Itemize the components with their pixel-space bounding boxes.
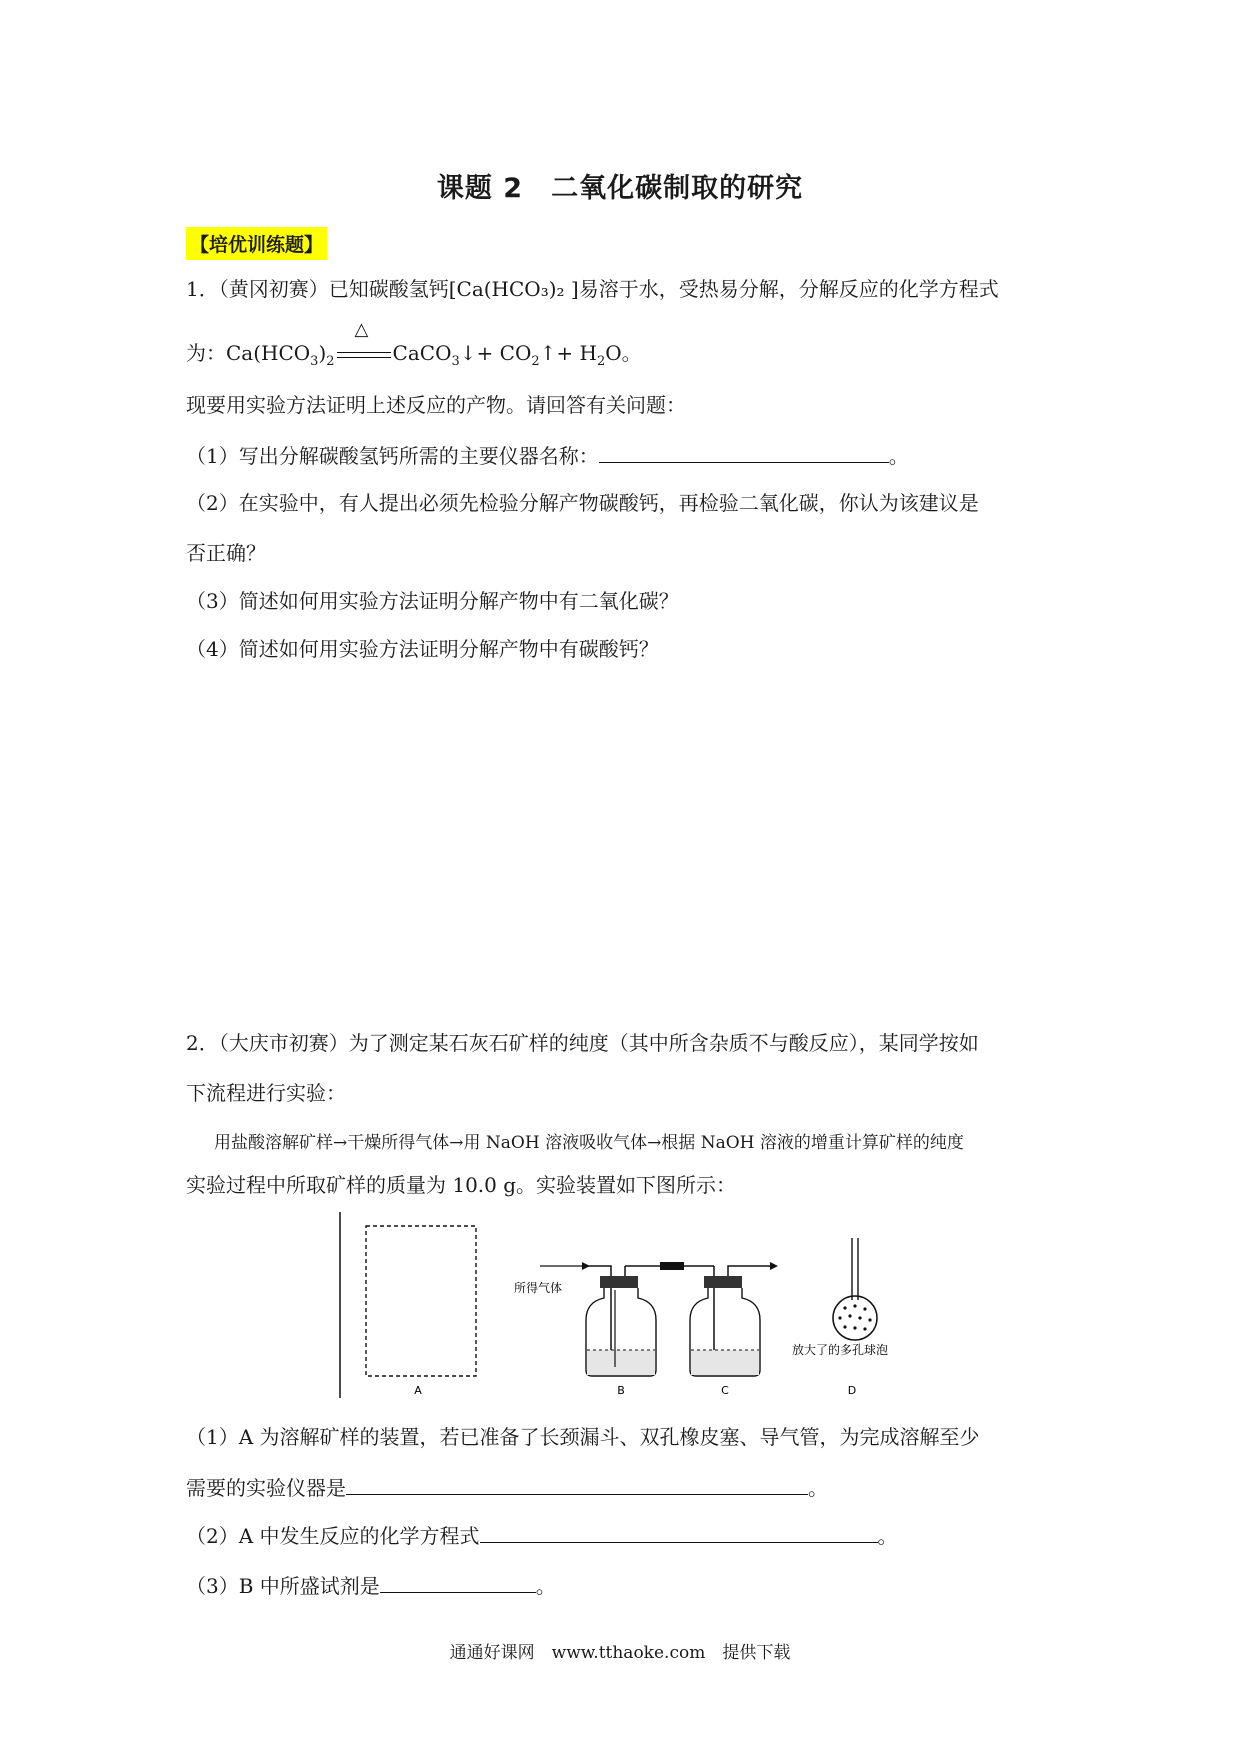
eq-product-h2o: ↑+ H [539,341,597,365]
label-d: D [847,1384,857,1397]
eq-end: O。 [605,341,642,365]
apparatus-diagram [330,1210,910,1400]
q1-sub1-end: 。 [888,444,909,468]
answer-blank[interactable] [346,1474,808,1495]
gas-label: 所得气体 [514,1281,563,1295]
q2-sub3-end: 。 [535,1574,556,1598]
q2-sub1b-text: 需要的实验仪器是 [186,1476,346,1500]
q1-sub2b: 否正确？ [186,541,266,565]
q1-line3: 现要用实验方法证明上述反应的产物。请回答有关问题： [186,393,686,417]
q2-sub1a: （1）A 为溶解矿样的装置，若已准备了长颈漏斗、双孔橡皮塞、导气管，为完成溶解至少 [186,1425,980,1449]
q2-intro-1: 2．（大庆市初赛）为了测定某石灰石矿样的纯度（其中所含杂质不与酸反应），某同学按如 [186,1031,979,1055]
q2-sub3-text: （3）B 中所盛试剂是 [186,1574,380,1598]
label-a: A [414,1384,422,1397]
q1-sub1-text: （1）写出分解碳酸氢钙所需的主要仪器名称： [186,444,599,468]
page-footer: 通通好课网 www.tthaoke.com 提供下载 [449,1643,791,1663]
eq-sub: 3 [310,354,319,369]
bottle-c [690,1266,770,1376]
eq-sub: 2 [596,354,606,369]
label-c: C [721,1384,729,1397]
q2-mass-line: 实验过程中所取矿样的质量为 10.0 g。实验装置如下图所示： [186,1173,737,1197]
q2-intro-2: 下流程进行实验： [186,1081,346,1105]
q2-sub1b [186,1474,828,1501]
porous-bulb-icon [833,1238,877,1340]
eq-product-caco3: CaCO [392,341,452,365]
q1-sub4: （4）简述如何用实验方法证明分解产物中有碳酸钙？ [186,637,659,661]
eq-sub: 2 [326,354,335,369]
q2-flow: 用盐酸溶解矿样→干燥所得气体→用 NaOH 溶液吸收气体→根据 NaOH 溶液的增重计算矿样的纯度 [214,1133,964,1153]
eq-condition-arrow [335,318,393,365]
q1-sub3: （3）简述如何用实验方法证明分解产物中有二氧化碳？ [186,589,679,613]
q2-sub2-text: （2）A 中发生反应的化学方程式 [186,1524,480,1548]
bulb-label: 放大了的多孔球泡 [791,1343,889,1357]
q1-sub1 [186,442,909,469]
label-b: B [617,1384,625,1397]
section-label: 【培优训练题】 [186,227,327,260]
eq-sub: 3 [451,354,460,369]
bottle-b [586,1266,660,1376]
outlet-arrow-icon [770,1262,778,1270]
eq-sub: 2 [531,354,540,369]
page-title: 课题 2 二氧化碳制取的研究 [436,173,804,204]
q2-sub1-end: 。 [808,1476,828,1500]
answer-blank[interactable] [380,1572,536,1593]
eq-product-co2: ↓+ CO [459,341,532,365]
heat-symbol: △ [354,318,369,340]
q2-sub2 [186,1522,898,1549]
q1-equation [186,318,642,375]
device-a-placeholder [366,1226,476,1376]
eq-reactant: 为：Ca(HCO [186,341,311,365]
eq-paren: ) [318,341,327,365]
answer-blank[interactable] [599,442,889,463]
q1-intro: 1．（黄冈初赛）已知碳酸氢钙[Ca(HCO₃)₂ ]易溶于水，受热易分解，分解反应的化学方程式 [186,277,999,301]
q1-sub2a: （2）在实验中，有人提出必须先检验分解产物碳酸钙，再检验二氧化碳，你认为该建议是 [186,491,979,515]
rubber-connector [660,1262,684,1270]
q2-sub3 [186,1572,556,1599]
q2-sub2-end: 。 [877,1524,898,1548]
answer-blank[interactable] [480,1522,878,1543]
